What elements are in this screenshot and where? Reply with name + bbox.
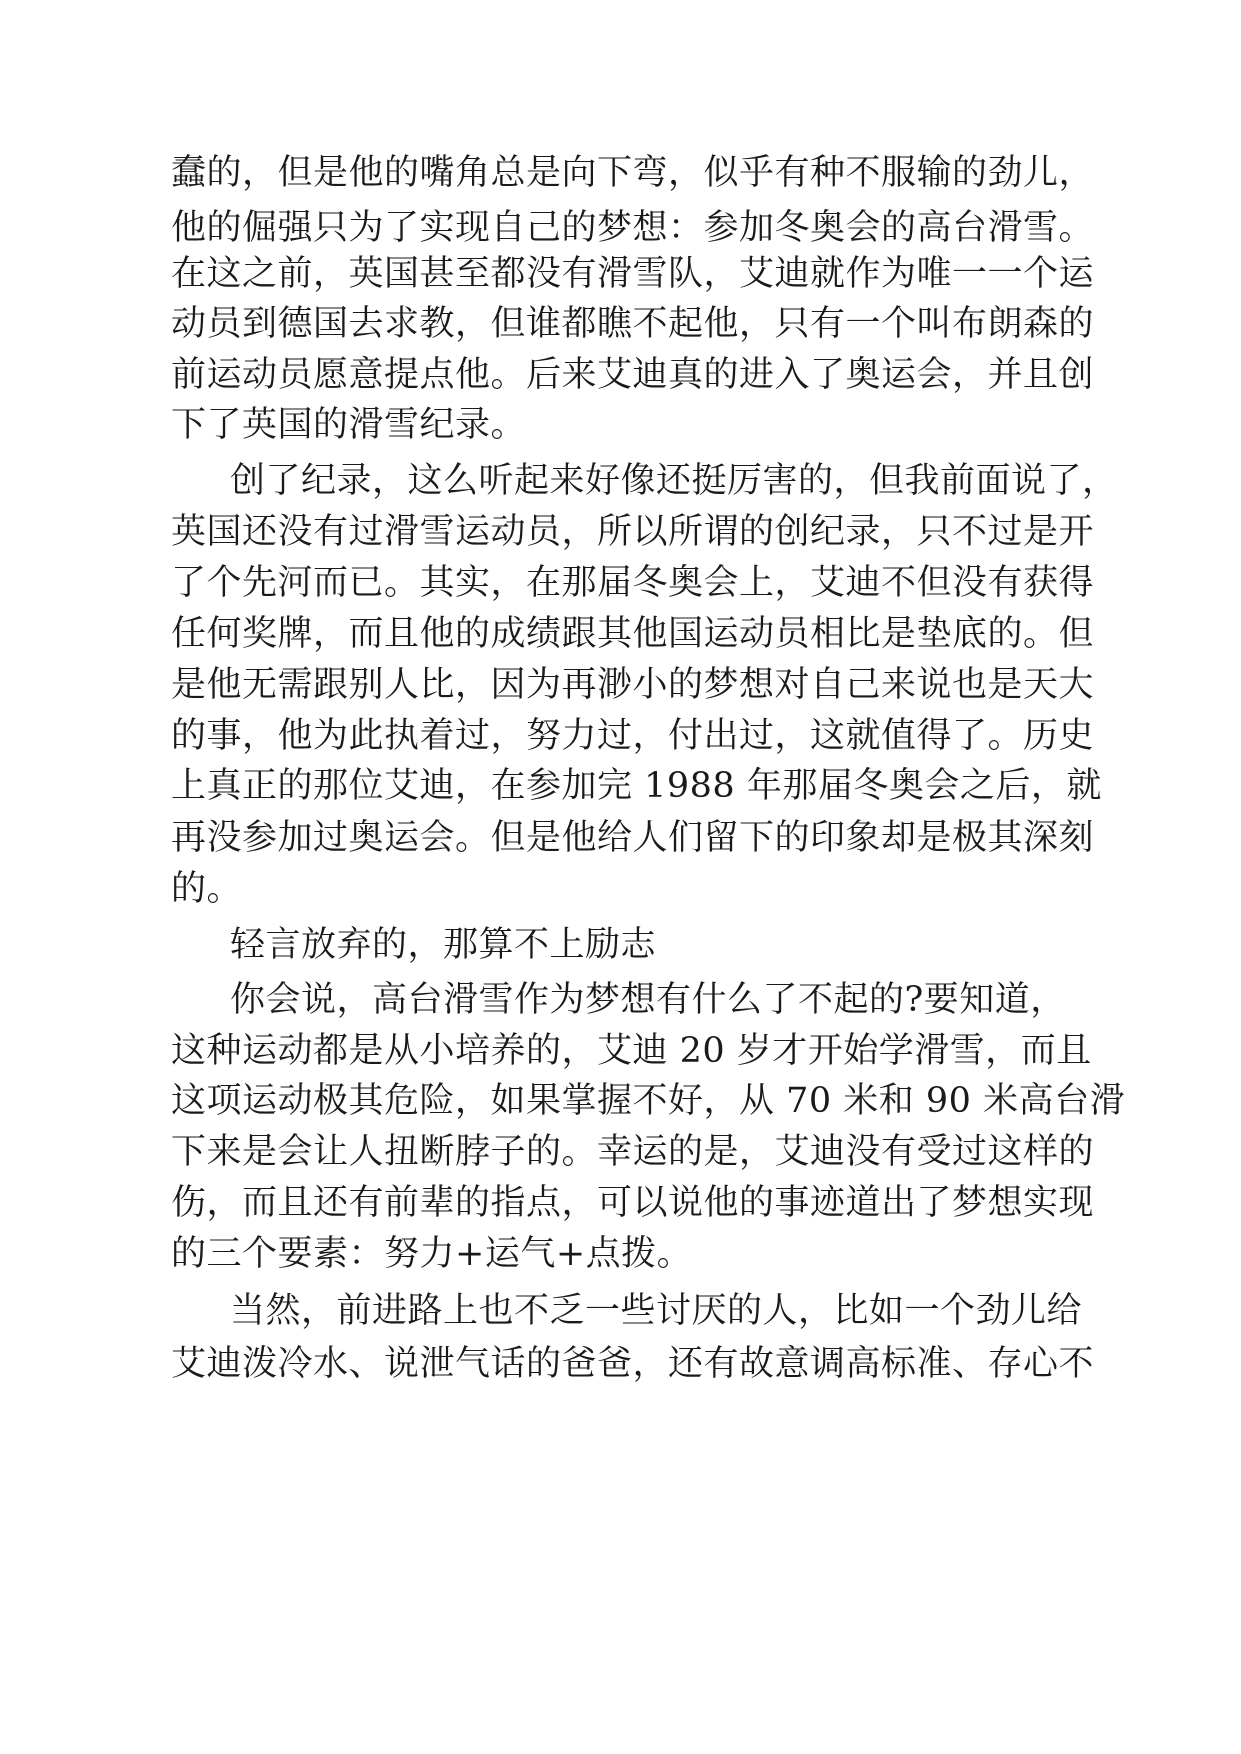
text-line-17: 你会说，高台滑雪作为梦想有什么了不起的?要知道， <box>230 980 1066 1020</box>
text-line-4: 动员到德国去求教，但谁都瞧不起他，只有一个叫布朗森的 <box>171 304 1095 344</box>
text-line-13: 上真正的那位艾迪，在参加完 1988 年那届冬奥会之后，就 <box>171 766 1102 806</box>
text-line-2: 他的倔强只为了实现自己的梦想：参加冬奥会的高台滑雪。 <box>171 208 1095 248</box>
text-line-12: 的事，他为此执着过，努力过，付出过，这就值得了。历史 <box>171 716 1095 756</box>
text-line-21: 伤，而且还有前辈的指点，可以说他的事迹道出了梦想实现 <box>171 1183 1095 1223</box>
text-line-14: 再没参加过奥运会。但是他给人们留下的印象却是极其深刻 <box>171 818 1095 858</box>
text-line-1: 蠢的，但是他的嘴角总是向下弯，似乎有种不服输的劲儿， <box>171 153 1095 193</box>
text-line-7: 创了纪录，这么听起来好像还挺厉害的，但我前面说了， <box>230 461 1118 501</box>
text-line-11: 是他无需跟别人比，因为再渺小的梦想对自己来说也是天大 <box>171 665 1095 705</box>
text-line-24: 艾迪泼冷水、说泄气话的爸爸，还有故意调高标准、存心不 <box>171 1344 1095 1384</box>
text-line-16: 轻言放弃的，那算不上励志 <box>230 925 657 965</box>
text-line-19: 这项运动极其危险，如果掌握不好，从 70 米和 90 米高台滑 <box>171 1081 1126 1121</box>
text-line-8: 英国还没有过滑雪运动员，所以所谓的创纪录，只不过是开 <box>171 512 1095 552</box>
text-line-6: 下了英国的滑雪纪录。 <box>171 405 527 445</box>
text-line-22: 的三个要素：努力+运气+点拨。 <box>171 1234 693 1274</box>
text-line-5: 前运动员愿意提点他。后来艾迪真的进入了奥运会，并且创 <box>171 355 1095 395</box>
text-line-10: 任何奖牌，而且他的成绩跟其他国运动员相比是垫底的。但 <box>171 614 1095 654</box>
text-line-9: 了个先河而已。其实，在那届冬奥会上，艾迪不但没有获得 <box>171 563 1095 603</box>
text-line-3: 在这之前，英国甚至都没有滑雪队，艾迪就作为唯一一个运 <box>171 254 1095 294</box>
text-line-20: 下来是会让人扭断脖子的。幸运的是，艾迪没有受过这样的 <box>171 1132 1095 1172</box>
text-line-18: 这种运动都是从小培养的，艾迪 20 岁才开始学滑雪，而且 <box>171 1031 1092 1071</box>
text-line-23: 当然，前进路上也不乏一些讨厌的人，比如一个劲儿给 <box>230 1291 1083 1331</box>
text-line-15: 的。 <box>171 869 243 909</box>
